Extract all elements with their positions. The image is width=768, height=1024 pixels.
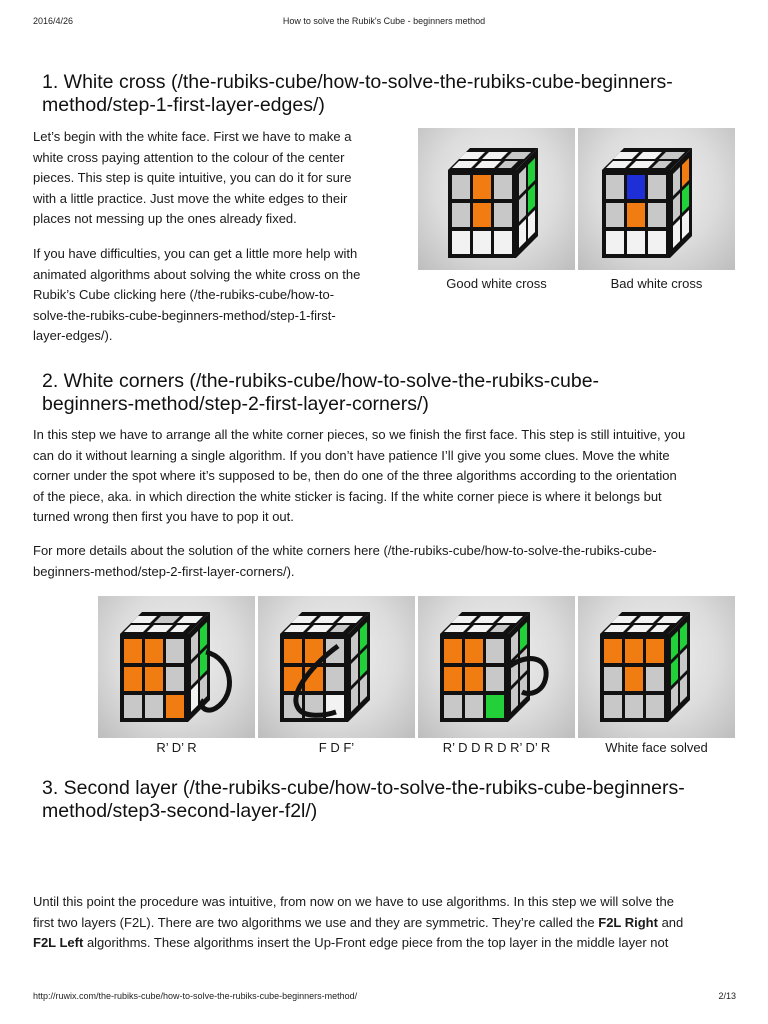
text-line: turned wrong then first you have to pop it out. [33, 509, 294, 525]
cube-r-d-d-r-d-r-d-r [418, 596, 575, 738]
caption-f-d-f: F D F’ [318, 740, 355, 755]
caption-bad-white-cross: Bad white cross [610, 276, 703, 291]
cube-white-face-solved [578, 596, 735, 738]
section1-heading-line1: 1. White cross (/the-rubiks-cube/how-to-solve-the-rubiks-cube-beginners- [42, 71, 673, 93]
cube-good-white-cross [418, 128, 575, 270]
text-line: animated algorithms about solving the white cross on the [33, 266, 361, 282]
algorithm-f-d-f-image [258, 596, 415, 738]
algorithm-r-d-d-r-d-r-d-r-image [418, 596, 575, 738]
section2-heading-line1: 2. White corners (/the-rubiks-cube/how-to-solve-the-rubiks-cube- [42, 370, 600, 392]
text-line: and [657, 914, 684, 930]
text-line: solve-the-rubiks-cube-beginners-method/step-1-first- [33, 307, 336, 323]
section1-paragraph-2[interactable] [33, 244, 403, 347]
cube-bad-white-cross [578, 128, 735, 270]
header-doc-title: How to solve the Rubik's Cube - beginners method [282, 16, 486, 26]
caption-r-d-d-r-d-r-d-r: R’ D D R D R’ D’ R [442, 740, 551, 755]
section2-heading[interactable] [42, 370, 742, 416]
text-line: Rubik’s Cube clicking here (/the-rubiks-cube/how-to- [33, 287, 335, 303]
caption-white-face-solved: White face solved [605, 740, 708, 755]
cube-f-d-f [258, 596, 415, 738]
text-line: If you have difficulties, you can get a little more help with [33, 246, 358, 261]
section1-heading-line2: method/step-1-first-layer-edges/) [42, 94, 325, 116]
text-line: with a little practice. Just move the white edges to their [33, 190, 348, 206]
section1-heading[interactable] [42, 71, 742, 117]
algorithm-r-d-r-image [98, 596, 255, 738]
section2-paragraph-1 [33, 425, 743, 528]
section3-heading[interactable] [42, 777, 742, 823]
text-line: first two layers (F2L). There are two algorithms we use and they are symmetric. They’re called the [33, 914, 599, 930]
good-white-cross-image [418, 128, 575, 270]
text-line: Let’s begin with the white face. First we have to make a [33, 129, 352, 144]
cube-r-d-r [98, 596, 255, 738]
section1-paragraph-1 [33, 127, 403, 230]
text-line: of the piece, aka. in which direction the white sticker is facing. If the white corner piece is where it belongs but [33, 488, 662, 504]
section2-paragraph-2[interactable] [33, 541, 743, 582]
text-line: layer-edges/). [33, 328, 113, 344]
section2-heading-line2: beginners-method/step-2-first-layer-corners/) [42, 393, 429, 415]
f2l-left-term: F2L Left [33, 935, 84, 951]
section3-heading-line1: 3. Second layer (/the-rubiks-cube/how-to-solve-the-rubiks-cube-beginners- [42, 777, 685, 799]
footer-url[interactable]: http://ruwix.com/the-rubiks-cube/how-to-solve-the-rubiks-cube-beginners-method/ [33, 991, 358, 1001]
footer-page-number: 2/13 [718, 991, 736, 1001]
section3-heading-line2: method/step3-second-layer-f2l/) [42, 800, 318, 822]
text-line: places not messing up the ones already fixed. [33, 211, 297, 227]
text-line: In this step we have to arrange all the white corner pieces, so we finish the first face. This step is still intuitive, you [33, 427, 686, 442]
header-date: 2016/4/26 [33, 16, 74, 26]
text-line: can do it without learning a single algorithm. If you don’t have patience I’ll give you some clues. Move the white [33, 447, 670, 463]
white-face-solved-image [578, 596, 735, 738]
f2l-right-term: F2L Right [598, 914, 658, 930]
caption-good-white-cross: Good white cross [446, 276, 547, 291]
text-line: beginners-method/step-2-first-layer-corners/). [33, 563, 295, 579]
bad-white-cross-image [578, 128, 735, 270]
caption-r-d-r: R’ D’ R [156, 740, 197, 755]
text-line: Until this point the procedure was intuitive, from now on we have to use algorithms. In this step we will solve the [33, 894, 674, 909]
text-line: algorithms. These algorithms insert the Up-Front edge piece from the top layer in the middle layer not [83, 935, 669, 951]
text-line: corner under the spot where it’s supposed to be, then do one of the three algorithms according to the orientation [33, 468, 677, 484]
text-line: For more details about the solution of the white corners here (/the-rubiks-cube/how-to-solve-the-rubiks-cube- [33, 543, 657, 558]
text-line: white cross paying attention to the colour of the center [33, 149, 345, 165]
text-line: pieces. This step is quite intuitive, you can do it for sure [33, 170, 352, 186]
section3-paragraph [33, 892, 743, 954]
